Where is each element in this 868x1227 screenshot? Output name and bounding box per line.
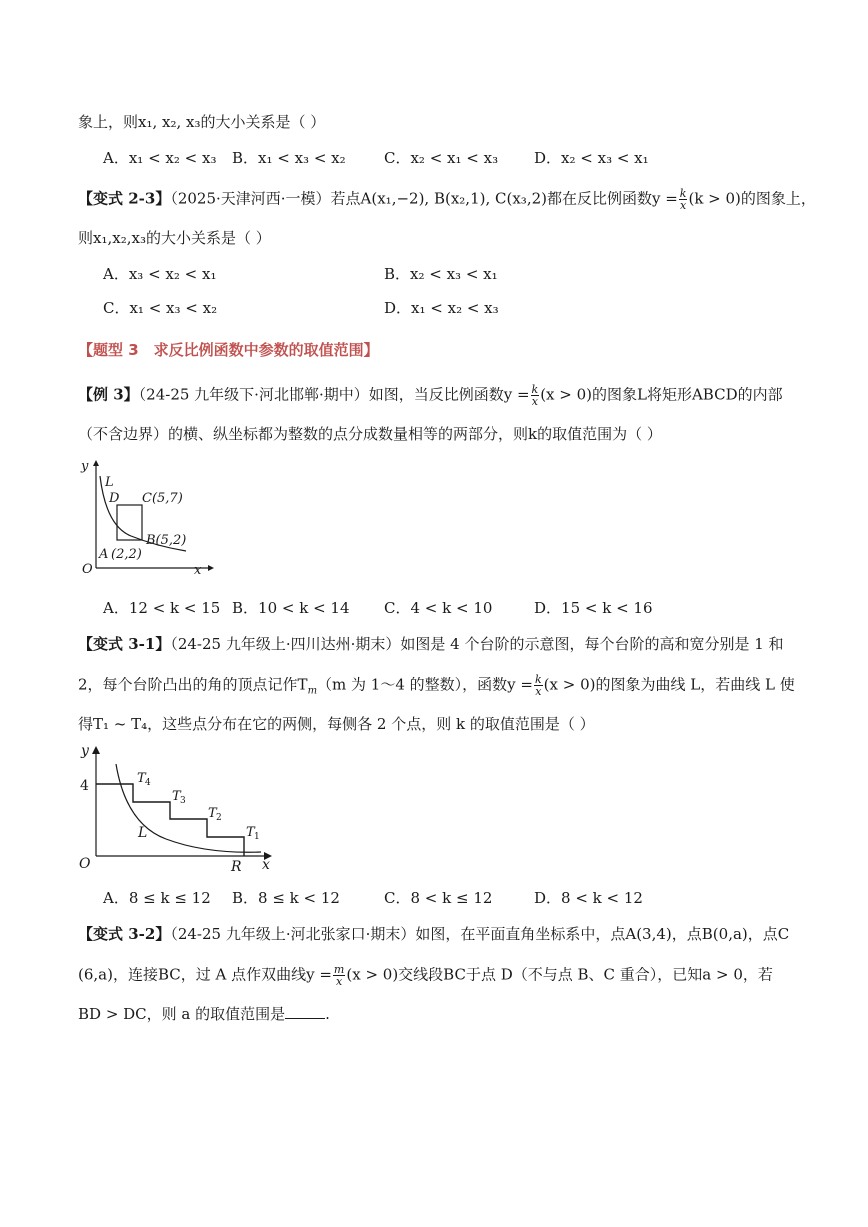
ex3-figure bbox=[76, 456, 216, 580]
q31-text-d: (x > 0)的图象为曲线 L，若曲线 L 使 bbox=[543, 675, 795, 694]
q32-text-e: . bbox=[325, 1005, 330, 1023]
ex3-label-b: B(5,2) bbox=[146, 533, 187, 548]
section-title: 【题型 3 求反比例函数中参数的取值范围】 bbox=[78, 341, 379, 359]
ex3-text-b: (x > 0)的图象L将矩形ABCD的内部 bbox=[540, 385, 783, 404]
ex3-frac-num: k bbox=[531, 383, 539, 396]
q31-label-l: L bbox=[138, 825, 148, 841]
ex3-label-y: y bbox=[81, 459, 89, 474]
q23-option-c: C．x₁ < x₃ < x₂ bbox=[103, 299, 218, 317]
q23-option-d: D．x₁ < x₂ < x₃ bbox=[384, 299, 499, 317]
ex3-label-c: C(5,7) bbox=[142, 491, 183, 506]
q31-text-b: 2，每个台阶凸出的角的顶点记作T bbox=[78, 675, 308, 694]
q31-frac-num: k bbox=[534, 673, 542, 686]
q32-text-b: (6,a)，连接BC，过 A 点作双曲线y = bbox=[78, 965, 332, 984]
q31-tag: 【变式 3-1】 bbox=[78, 635, 171, 653]
ex3-text-a: （24-25 九年级下·河北邯郸·期中）如图，当反比例函数y = bbox=[138, 385, 530, 404]
q32-text-c: (x > 0)交线段BC于点 D（不与点 B、C 重合），已知a > 0，若 bbox=[346, 965, 773, 984]
ex3-label-l: L bbox=[105, 475, 114, 490]
q32-line1 bbox=[78, 924, 789, 944]
ex3-option-c: C．4 < k < 10 bbox=[384, 599, 493, 617]
q31-label-four: 4 bbox=[80, 778, 89, 794]
ex3-line2: （不含边界）的横、纵坐标都为整数的点分成数量相等的两部分，则k的取值范围为（ ） bbox=[78, 425, 662, 443]
ex3-label-d: D bbox=[109, 491, 120, 506]
q23-text-a: （2025·天津河西·一模）若点A(x₁,−2), B(x₂,1), C(x₃,2)都在反比例函数y = bbox=[170, 189, 678, 208]
ex3-tag: 【例 3】 bbox=[78, 385, 139, 404]
q31-figure bbox=[76, 744, 276, 878]
ex3-y-arrow bbox=[93, 460, 99, 466]
q31-option-d: D．8 < k < 12 bbox=[534, 889, 643, 907]
q31-label-x: x bbox=[262, 857, 270, 873]
q31-label-y: y bbox=[81, 744, 89, 759]
q32-text-a: （24-25 九年级上·河北张家口·期末）如图，在平面直角坐标系中，点A(3,4)，点B(0,a)，点C bbox=[170, 925, 790, 943]
answer-blank bbox=[285, 1004, 325, 1019]
q31-label-t4: T bbox=[137, 771, 146, 786]
q31-text-c: （m 为 1～4 的整数），函数y = bbox=[317, 675, 533, 694]
ex3-frac-den: x bbox=[531, 395, 538, 408]
q32-line3 bbox=[78, 1004, 330, 1024]
prev-question-stem: 象上，则x₁, x₂, x₃的大小关系是（ ） bbox=[78, 113, 326, 131]
q31-line1 bbox=[78, 634, 784, 654]
ex3-label-x: x bbox=[194, 563, 202, 578]
q31-option-a: A．8 ≤ k ≤ 12 bbox=[103, 889, 211, 907]
q31-label-t1: T bbox=[246, 825, 255, 840]
prev-option-d: D．x₂ < x₃ < x₁ bbox=[534, 149, 649, 167]
q32-frac-num: m bbox=[333, 963, 345, 976]
q31-label-t3: T bbox=[172, 789, 181, 804]
ex3-option-a: A．12 < k < 15 bbox=[103, 599, 221, 617]
q23-frac-den: x bbox=[680, 199, 687, 212]
ex3-label-a: A bbox=[99, 547, 109, 562]
q31-line3: 得T₁ ~ T₄，这些点分布在它的两侧，每侧各 2 个点，则 k 的取值范围是（ ） bbox=[78, 715, 595, 733]
q23-tag: 【变式 2-3】 bbox=[78, 189, 171, 208]
ex3-option-b: B．10 < k < 14 bbox=[232, 599, 350, 617]
q31-line2 bbox=[78, 674, 795, 702]
q31-option-b: B．8 ≤ k < 12 bbox=[232, 889, 340, 907]
ex3-line1 bbox=[78, 384, 783, 407]
ex3-fraction bbox=[531, 384, 540, 407]
q31-fraction bbox=[534, 674, 543, 697]
prev-option-c: C．x₂ < x₁ < x₃ bbox=[384, 149, 499, 167]
q31-sub-m: m bbox=[307, 685, 318, 697]
q32-tag: 【变式 3-2】 bbox=[78, 925, 171, 943]
prev-option-b: B．x₁ < x₃ < x₂ bbox=[232, 149, 346, 167]
q23-fraction bbox=[679, 188, 688, 211]
ex3-x-arrow bbox=[208, 565, 214, 571]
q31-y-arrow bbox=[92, 746, 100, 754]
q32-fraction bbox=[333, 964, 345, 987]
q31-sub-3: 3 bbox=[180, 796, 186, 806]
q32-text-d: BD > DC，则 a 的取值范围是 bbox=[78, 1005, 286, 1023]
q32-frac-den: x bbox=[336, 975, 343, 988]
q23-line2: 则x₁,x₂,x₃的大小关系是（ ） bbox=[78, 229, 271, 247]
ex3-label-a-coord: (2,2) bbox=[111, 547, 142, 562]
q31-label-t2: T bbox=[208, 806, 217, 821]
q31-sub-1: 1 bbox=[254, 832, 260, 842]
q23-line1 bbox=[78, 188, 816, 211]
q31-text-a: （24-25 九年级上·四川达州·期末）如图是 4 个台阶的示意图，每个台阶的高和宽分别是 1 和 bbox=[170, 635, 784, 653]
q31-steps bbox=[96, 784, 244, 856]
q31-option-c: C．8 < k ≤ 12 bbox=[384, 889, 493, 907]
q31-label-r: R bbox=[231, 859, 242, 875]
q23-option-b: B．x₂ < x₃ < x₁ bbox=[384, 265, 498, 283]
q31-sub-2: 2 bbox=[216, 813, 222, 823]
ex3-option-d: D．15 < k < 16 bbox=[534, 599, 653, 617]
q23-text-b: (k > 0)的图象上， bbox=[688, 189, 816, 208]
ex3-label-o: O bbox=[82, 562, 93, 577]
q32-line2 bbox=[78, 964, 773, 987]
q31-label-o: O bbox=[79, 856, 91, 872]
q23-option-a: A．x₃ < x₂ < x₁ bbox=[103, 265, 217, 283]
q23-frac-num: k bbox=[679, 187, 687, 200]
prev-option-a: A．x₁ < x₂ < x₃ bbox=[103, 149, 217, 167]
q31-frac-den: x bbox=[535, 685, 542, 698]
q31-sub-4: 4 bbox=[145, 778, 151, 788]
